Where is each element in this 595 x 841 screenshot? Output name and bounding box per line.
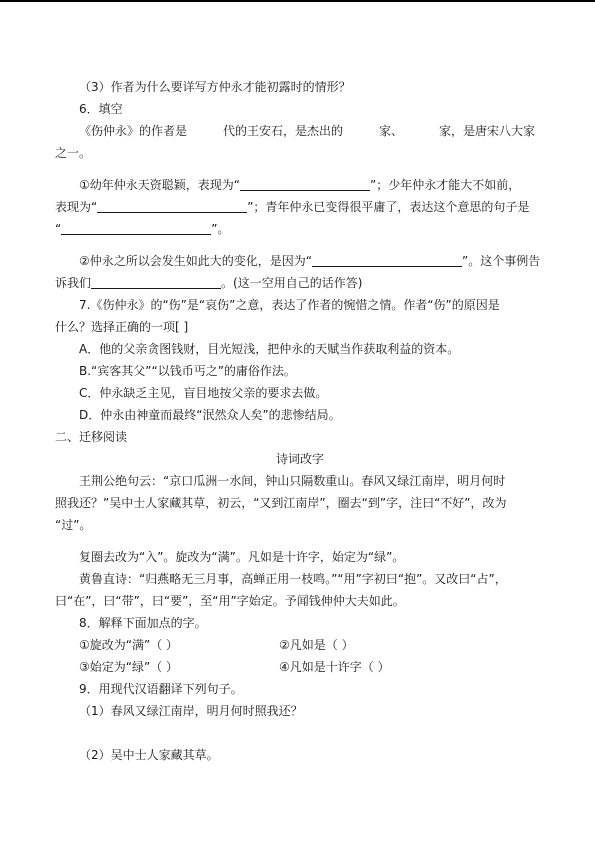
passage-title: 诗词改字 bbox=[275, 452, 324, 466]
q8-item-1: ①旋改为“满”（ ） bbox=[79, 638, 179, 652]
answer-blank[interactable] bbox=[91, 274, 221, 289]
q6-p1-text-c: 表现为“ bbox=[55, 200, 98, 214]
page-top-rule bbox=[0, 0, 595, 2]
question-7-line-1: 7.《伤仲永》的“伤”是“哀伤”之意，表达了作者的惋惜之情。作者“伤”的原因是 bbox=[79, 298, 500, 312]
q6-text-a: 《伤仲永》的作者是 bbox=[79, 124, 188, 138]
q7-option-a: A．他的父亲贪图钱财，目光短浅，把仲永的天赋当作获取利益的资本。 bbox=[79, 342, 460, 356]
q6-p2-text-c: 诉我们 bbox=[55, 276, 92, 290]
q6-p1-text-b: ”；少年仲永才能大不如前， bbox=[369, 178, 521, 192]
q9-sentence-1: （1）春风又绿江南岸，明月何时照我还？ bbox=[79, 704, 303, 718]
q6-p1-text-d: ”；青年仲永已变得很平庸了，表达这个意思的句子是 bbox=[247, 200, 530, 214]
passage-line-3: “过”。 bbox=[55, 518, 92, 532]
q6-p1-text-e: “ bbox=[55, 222, 62, 236]
passage-line-2: 照我还？”吴中士人家藏其草，初云，“又到江南岸”，圈去“到”字，注曰“不好”，改为 bbox=[55, 496, 507, 510]
q8-row-1 bbox=[55, 634, 545, 656]
answer-blank[interactable] bbox=[312, 252, 462, 267]
q8-item-3: ③始定为“绿”（ ） bbox=[79, 660, 179, 674]
q7-option-c: C．仲永缺乏主见，盲目地按父亲的要求去做。 bbox=[79, 386, 328, 400]
question-6-line-1 bbox=[55, 120, 545, 142]
q6-text-d: 家，是唐宋八大家 bbox=[439, 124, 536, 138]
section-2-heading: 二、迁移阅读 bbox=[55, 430, 128, 444]
question-6-line-2: 之一。 bbox=[55, 146, 92, 160]
question-6-title: 6．填空 bbox=[79, 102, 123, 116]
question-8-title: 8．解释下面加点的字。 bbox=[79, 616, 207, 630]
q7-option-b: B.“宾客其父”“以钱币丐之”的庸俗作法。 bbox=[79, 364, 296, 378]
q6-text-c: 家、 bbox=[379, 124, 404, 138]
passage-line-6: 曰“在”，曰“带”，曰“要”，至“用”字始定。予闻钱伸仲大夫如此。 bbox=[55, 594, 405, 608]
q6-part-1-line-1 bbox=[55, 174, 545, 196]
q8-item-4: ④凡如是十许字（ ） bbox=[279, 660, 390, 674]
answer-blank[interactable] bbox=[240, 176, 370, 191]
q6-part-2-line-1 bbox=[55, 250, 545, 272]
q6-p1-text-f: ”。 bbox=[211, 222, 230, 236]
q7-option-d: D．仲永由神童而最终“泯然众人矣”的悲惨结局。 bbox=[79, 408, 341, 422]
passage-line-4: 复圈去改为“入”。旋改为“满”。凡如是十许字，始定为“绿”。 bbox=[79, 550, 405, 564]
question-7-line-2: 什么？选择正确的一项[ ] bbox=[55, 320, 189, 334]
q6-part-1-line-2 bbox=[55, 196, 545, 218]
q6-p2-text-d: 。(这一空用自己的话作答) bbox=[221, 276, 363, 290]
q8-row-2 bbox=[55, 656, 545, 678]
answer-blank[interactable] bbox=[97, 198, 247, 213]
q6-p1-text-a: ①幼年仲永天资聪颖，表现为“ bbox=[79, 178, 240, 192]
q6-p2-text-b: ”。这个事例告 bbox=[461, 254, 541, 268]
passage-line-1: 王荆公绝句云：“京口瓜洲一水间，钟山只隔数重山。春风又绿江南岸，明月何时 bbox=[79, 474, 506, 488]
q9-sentence-2: （2）吴中士人家藏其草。 bbox=[79, 748, 219, 762]
q8-item-2: ②凡如是（ ） bbox=[279, 638, 354, 652]
question-9-title: 9．用现代汉语翻译下列句子。 bbox=[79, 682, 243, 696]
answer-blank[interactable] bbox=[61, 220, 211, 235]
passage-line-5: 黄鲁直诗：“归燕略无三月事，高蝉正用一枝鸣。”“用”字初曰“抱”。又改曰“占”， bbox=[79, 572, 507, 586]
q6-part-1-line-3 bbox=[55, 218, 545, 240]
worksheet-page bbox=[55, 76, 545, 766]
question-3-text: （3）作者为什么要详写方仲永才能初露时的情形？ bbox=[79, 80, 351, 94]
q6-part-2-line-2 bbox=[55, 272, 545, 294]
q6-text-b: 代的王安石，是杰出的 bbox=[223, 124, 344, 138]
q6-p2-text-a: ②仲永之所以会发生如此大的变化，是因为“ bbox=[79, 254, 312, 268]
